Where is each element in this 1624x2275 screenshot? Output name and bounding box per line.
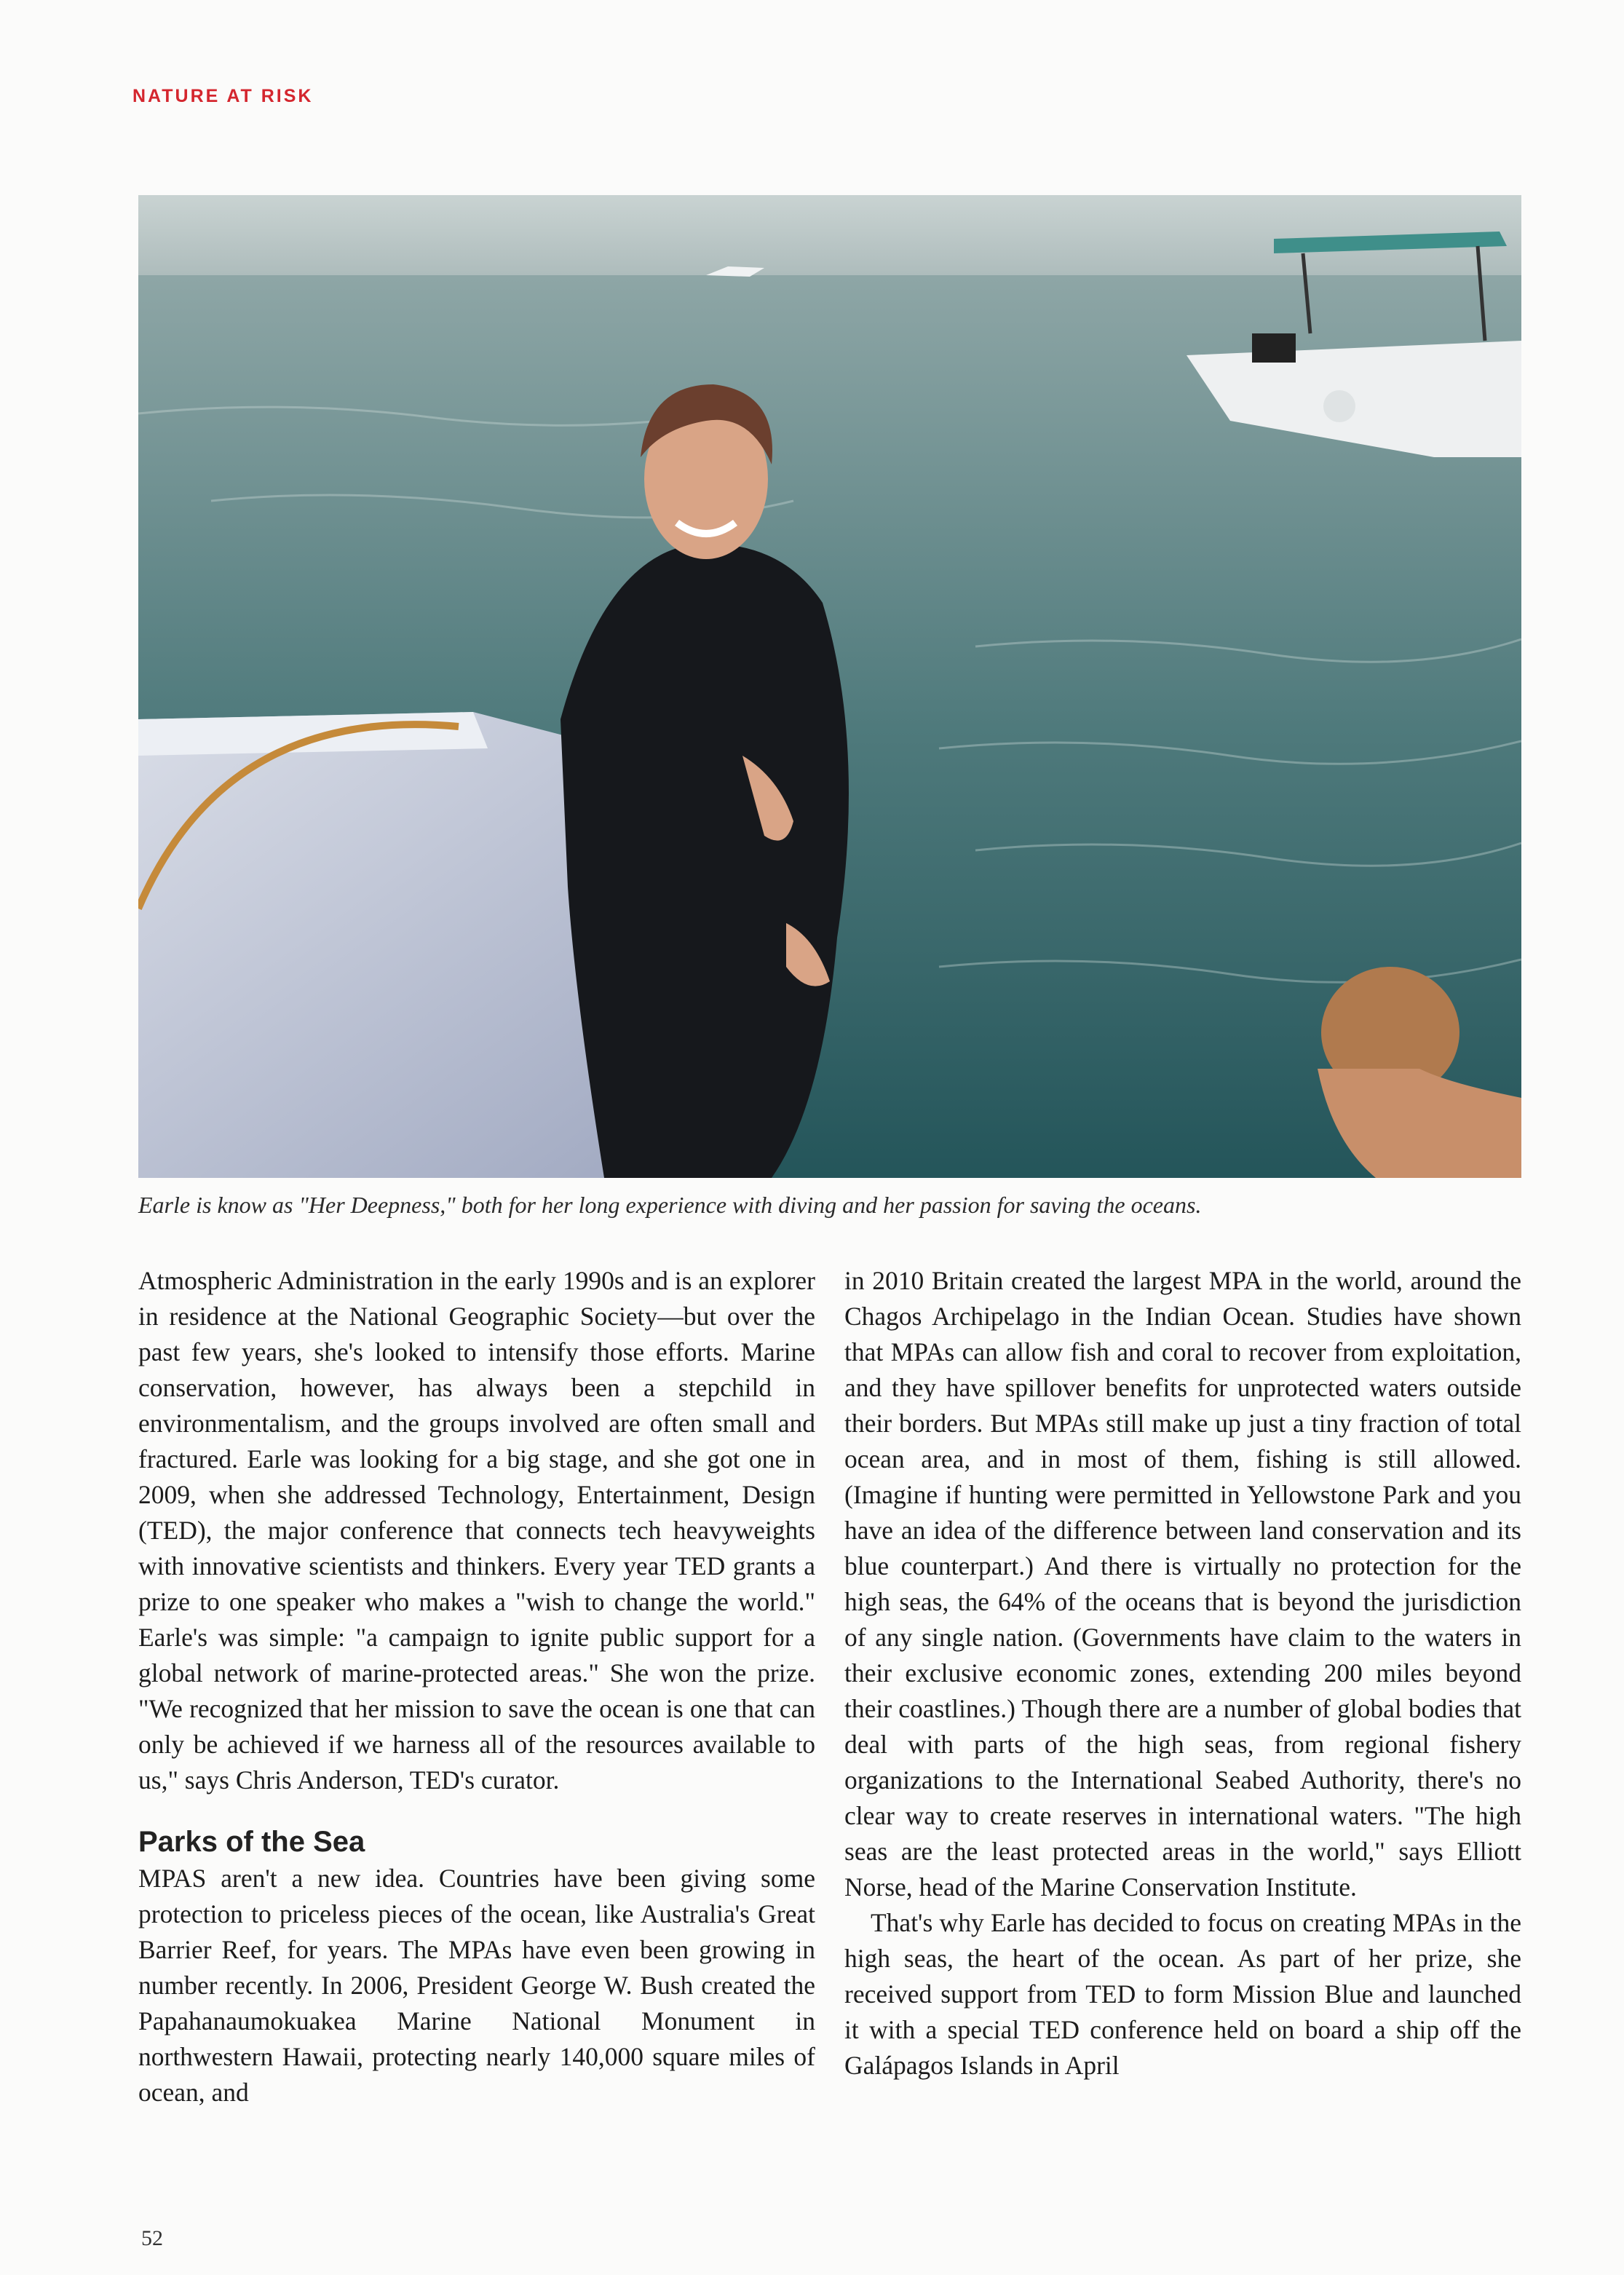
body-paragraph: MPAS aren't a new idea. Countries have been giving some protection to priceless pieces of the ocean, like Australia's Great Barrier Reef, for years. The MPAs have even been growing in number recently. In 2006, President George W. Bush created the Papahanaumokuakea Marine National Monument in northwestern Hawaii, protecting nearly 140,000 square miles of ocean, and (138, 1864, 815, 2107)
body-paragraph: in 2010 Britain created the largest MPA in the world, around the Chagos Archipelago in the Indian Ocean. Studies have shown that MPAs can allow fish and coral to recover from exploitation, and they have spillover benefits for unprotected waters outside their borders. But MPAs still make up just a tiny fraction of total ocean area, and in most of them, fishing is still allowed. (Imagine if hunting were permitted in Yellowstone Park and you have an idea of the difference between land conservation and its blue counterpart.) And there is virtually no protection for the high seas, the 64% of the oceans that is beyond the jurisdiction of any single nation. (Governments have claim to the waters in their exclusive economic zones, extending 200 miles beyond their coastlines.) Though there are a number of global bodies that deal with parts of the high seas, from regional fishery organizations to the International Seabed Authority, there's no clear way to create reserves in international waters. "The high seas are the least protected areas in the world," says Elliott Norse, head of the Marine Conservation Institute. (844, 1266, 1521, 1902)
article-photo (138, 195, 1521, 1178)
article-column-right (844, 1263, 1521, 2084)
body-paragraph: That's why Earle has decided to focus on creating MPAs in the high seas, the heart of the ocean. As part of her prize, she received support from TED to form Mission Blue and launched it with a special TED conference held on board a ship off the Galápagos Islands in April (844, 1908, 1521, 2080)
body-paragraph: Atmospheric Administration in the early 1990s and is an explorer in residence at the National Geographic Society—but over the past few years, she's looked to intensify those efforts. Marine conservation, however, has always been a stepchild in environmentalism, and the groups involved are often small and fractured. Earle was looking for a big stage, and she got one in 2009, when she addressed Technology, Entertainment, Design (TED), the major conference that connects tech heavyweights with innovative scientists and thinkers. Every year TED grants a prize to one speaker who makes a "wish to change the world." Earle's was simple: "a campaign to ignite public support for a global network of marine-protected areas." She won the prize. "We recognized that her mission to save the ocean is one that can only be achieved if we harness all of the resources available to us," says Chris Anderson, TED's curator. (138, 1266, 815, 1795)
section-subheading: Parks of the Sea (138, 1826, 365, 1858)
page-number: 52 (141, 2226, 163, 2250)
photo-woman-in-wetsuit-at-boat-icon (138, 195, 1521, 1178)
photo-caption: Earle is know as "Her Deepness," both for her long experience with diving and her passion for saving the oceans. (138, 1192, 1202, 1218)
section-label: NATURE AT RISK (132, 86, 314, 106)
article-column-left (138, 1263, 815, 2110)
